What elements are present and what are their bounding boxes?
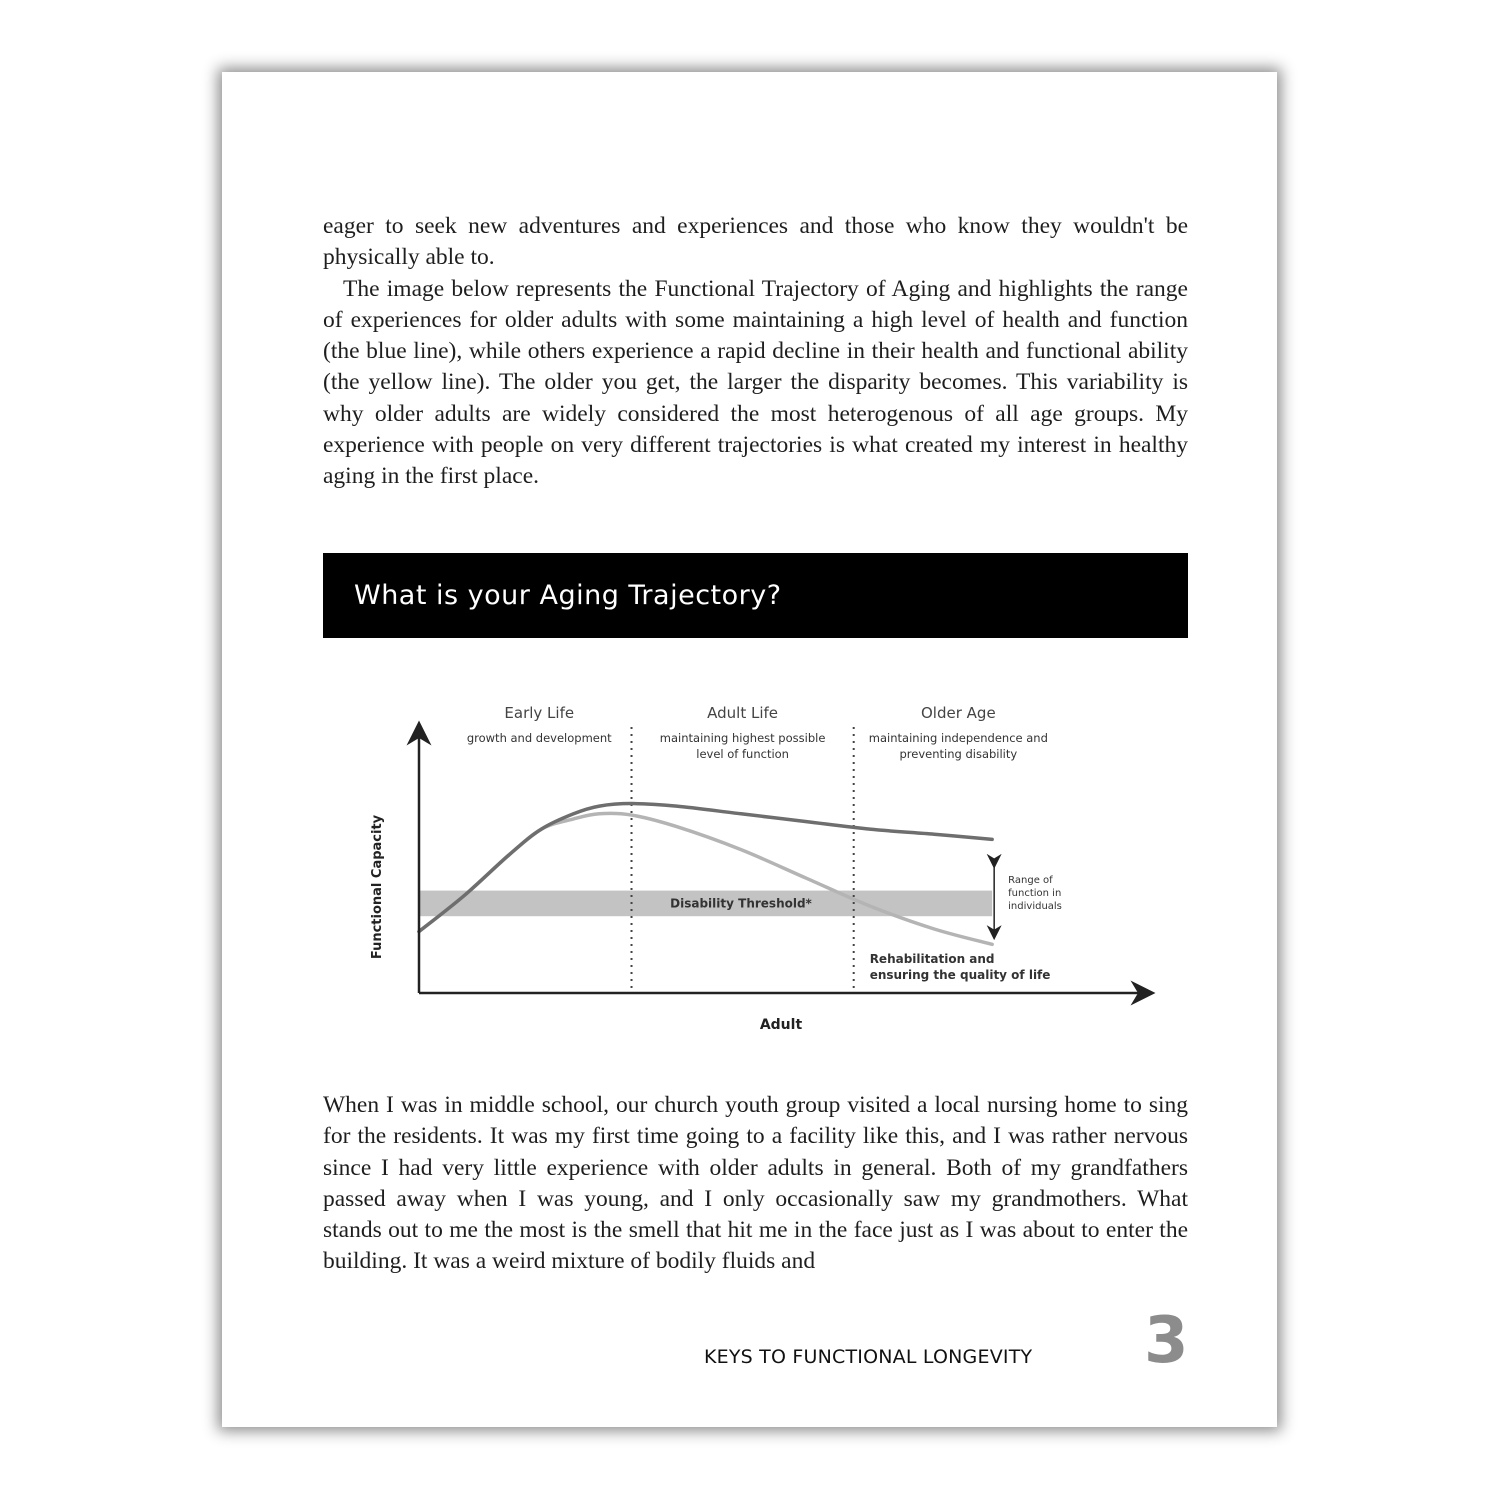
page-number: 3 xyxy=(1144,1304,1189,1378)
phase-label-early-life: Early Life xyxy=(504,704,575,722)
phase-label-adult-life: Adult Life xyxy=(707,704,779,722)
aging-trajectory-chart xyxy=(323,677,1188,1057)
paragraph-trajectory: The image below represents the Functional Trajectory of Aging and highlights the range of experiences for older adults with some maintaining a high level of health and function (the blue line), while others experience a rapid decline in their health and functional ability (the yellow line). The older you get, the larger the disparity becomes. This variability is why older adults are widely considered the most heterogenous of all age groups. My experience with people on very different trajectories is what created my interest in healthy aging in the first place. xyxy=(323,275,1188,490)
paragraph-continued: eager to seek new adventures and experiences and those who know they wouldn't be physically able to. xyxy=(323,213,1188,271)
disability-threshold-label: Disability Threshold* xyxy=(670,896,812,911)
chart-title-banner: What is your Aging Trajectory? xyxy=(323,553,1188,638)
rehab-annotation-line-1: Rehabilitation and xyxy=(869,952,995,966)
range-annotation-line-2: function in xyxy=(1008,888,1062,899)
phase-subtitle-older-age-line-1: maintaining independence and xyxy=(868,731,1048,745)
x-axis-label: Adult xyxy=(759,1017,803,1033)
rehab-annotation-line-2: ensuring the quality of life xyxy=(869,968,1051,982)
paragraph-intro xyxy=(323,211,1188,493)
phase-subtitle-early-life: growth and development xyxy=(466,731,612,745)
phase-label-older-age: Older Age xyxy=(921,704,996,722)
range-annotation-line-1: Range of xyxy=(1008,875,1053,886)
phase-subtitle-adult-life-line-2: level of function xyxy=(696,747,789,761)
phase-subtitle-older-age-line-2: preventing disability xyxy=(899,747,1018,761)
book-page xyxy=(222,72,1277,1427)
range-annotation-line-3: individuals xyxy=(1008,901,1062,912)
paragraph-nursing-home xyxy=(323,1090,1188,1278)
footer-book-title: KEYS TO FUNCTIONAL LONGEVITY xyxy=(704,1346,1033,1368)
y-axis-label: Functional Capacity xyxy=(370,814,385,960)
phase-subtitle-adult-life-line-1: maintaining highest possible xyxy=(659,731,826,745)
paragraph-nursing-home-text: When I was in middle school, our church youth group visited a local nursing home to sing for the residents. It was my first time going to a facility like this, and I was rather nervous since I had very little experience with older adults in general. Both of my grandfathers passed away when I was young, and I only occasionally saw my grandmothers. What stands out to me the most is the smell that hit me in the face just as I was about to enter the building. It was a weird mixture of bodily fluids and xyxy=(323,1092,1188,1275)
